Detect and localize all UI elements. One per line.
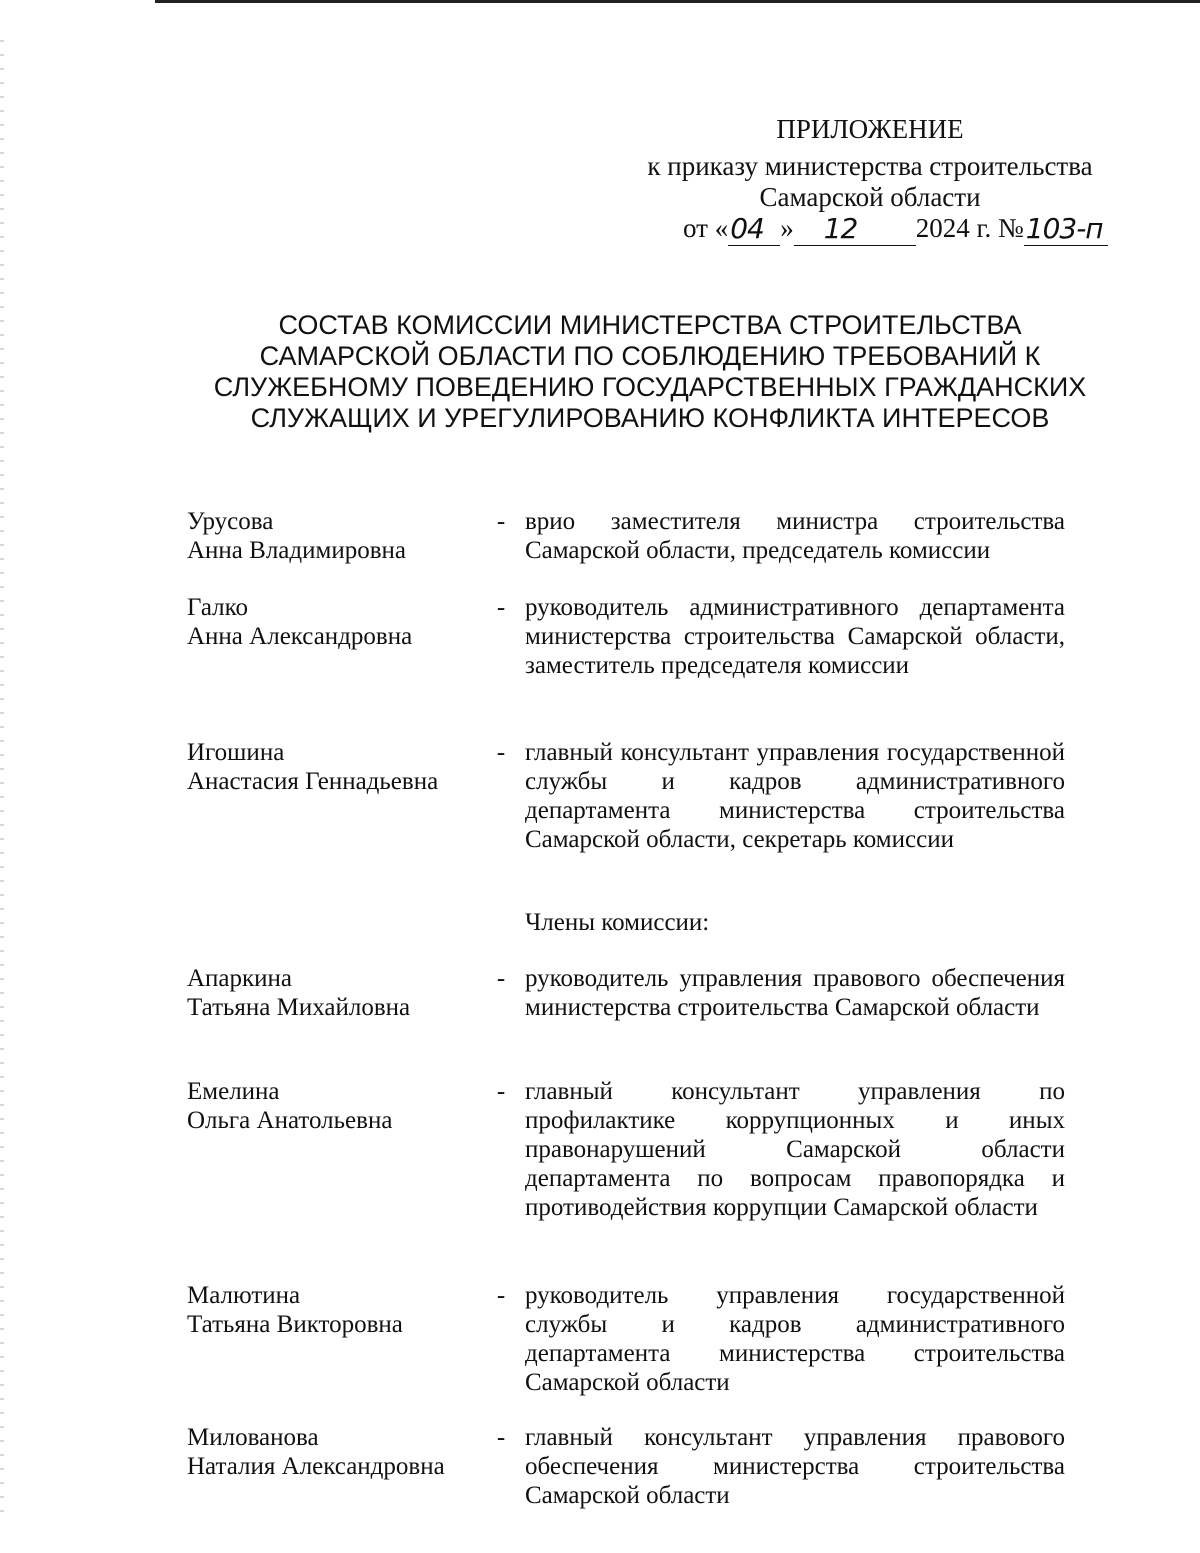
- member-role: главный консультант управления по профилактике коррупционных и иных правонарушений Самарской области департамента по вопросам правопорядка и противодействия коррупции Самарской области: [525, 1078, 1065, 1221]
- member-role: главный консультант управления государственной службы и кадров административного департамента министерства строительства Самарской области, секретарь комиссии: [525, 739, 1065, 853]
- member-given-names: Анна Александровна: [187, 623, 413, 650]
- dash: -: [496, 1282, 506, 1309]
- member-name: [187, 1423, 477, 1481]
- dash: -: [496, 508, 506, 535]
- month-blank: [794, 212, 916, 246]
- member-given-names: Ольга Анатольевна: [187, 1107, 393, 1134]
- number-handwritten: 103-п: [1025, 212, 1103, 245]
- title-line: СЛУЖЕБНОМУ ПОВЕДЕНИЮ ГОСУДАРСТВЕННЫХ ГРАЖДАНСКИХ: [213, 372, 1087, 402]
- dash: -: [496, 1424, 506, 1451]
- number-blank: [1024, 212, 1108, 246]
- date-prefix: от «: [683, 213, 729, 243]
- member-role: врио заместителя министра строительства Самарской области, председатель комиссии: [525, 508, 1065, 564]
- member-surname: Емелина: [187, 1078, 280, 1105]
- member-name: [187, 964, 477, 1022]
- member-surname: Милованова: [187, 1424, 319, 1451]
- dash: -: [496, 594, 506, 621]
- member-given-names: Татьяна Михайловна: [187, 994, 411, 1021]
- member-row-deputy-chair: [187, 593, 1067, 738]
- member-role: руководитель управления государственной службы и кадров административного департамента министерства строительства Самарской области: [525, 1282, 1065, 1396]
- appendix-label: ПРИЛОЖЕНИЕ: [776, 114, 964, 144]
- day-close: »: [780, 213, 794, 243]
- member-row-secretary: [187, 738, 1067, 908]
- member-role: главный консультант управления правового обеспечения министерства строительства Самарской области: [525, 1424, 1065, 1509]
- member-name: [187, 593, 477, 651]
- order-reference: к приказу министерства строительства: [647, 151, 1093, 181]
- member-surname: Галко: [187, 594, 248, 621]
- member-given-names: Анна Владимировна: [187, 537, 406, 564]
- title-line: СЛУЖАЩИХ И УРЕГУЛИРОВАНИЮ КОНФЛИКТА ИНТЕРЕСОВ: [250, 403, 1050, 433]
- document-title: [160, 310, 1140, 434]
- member-surname: Малютина: [187, 1282, 301, 1309]
- member-surname: Игошина: [187, 739, 285, 766]
- member-row: [187, 1077, 1067, 1281]
- scan-top-border: [155, 0, 1200, 3]
- member-surname: Апаркина: [187, 965, 293, 992]
- member-name: [187, 507, 477, 565]
- day-blank: [728, 212, 780, 246]
- commission-list: [187, 507, 1067, 1510]
- member-row: [187, 1281, 1067, 1423]
- member-row: [187, 1423, 1067, 1510]
- title-line: СОСТАВ КОМИССИИ МИНИСТЕРСТВА СТРОИТЕЛЬСТВА: [278, 310, 1022, 340]
- year-text: 2024 г. №: [915, 213, 1024, 243]
- member-name: [187, 1077, 477, 1135]
- title-line: САМАРСКОЙ ОБЛАСТИ ПО СОБЛЮДЕНИЮ ТРЕБОВАНИЙ К: [259, 341, 1041, 371]
- members-heading: Члены комиссии:: [525, 909, 710, 936]
- member-given-names: Наталия Александровна: [187, 1453, 445, 1480]
- member-given-names: Татьяна Викторовна: [187, 1311, 403, 1338]
- member-role: руководитель управления правового обеспечения министерства строительства Самарской области: [525, 965, 1065, 1021]
- member-name: [187, 1281, 477, 1339]
- month-handwritten: 12: [823, 212, 858, 245]
- dash: -: [496, 1078, 506, 1105]
- member-name: [187, 738, 477, 796]
- member-surname: Урусова: [187, 508, 274, 535]
- member-row: [187, 964, 1067, 1077]
- region-name: Самарской области: [759, 182, 981, 212]
- order-date-line: [683, 210, 1108, 246]
- member-given-names: Анастасия Геннадьевна: [187, 768, 439, 795]
- scan-left-edge: [0, 40, 4, 1520]
- member-role: руководитель административного департамента министерства строительства Самарской области, заместитель председателя комиссии: [525, 594, 1065, 679]
- dash: -: [496, 965, 506, 992]
- member-row-chair: [187, 507, 1067, 593]
- day-handwritten: 04: [730, 212, 764, 245]
- dash: -: [496, 739, 506, 766]
